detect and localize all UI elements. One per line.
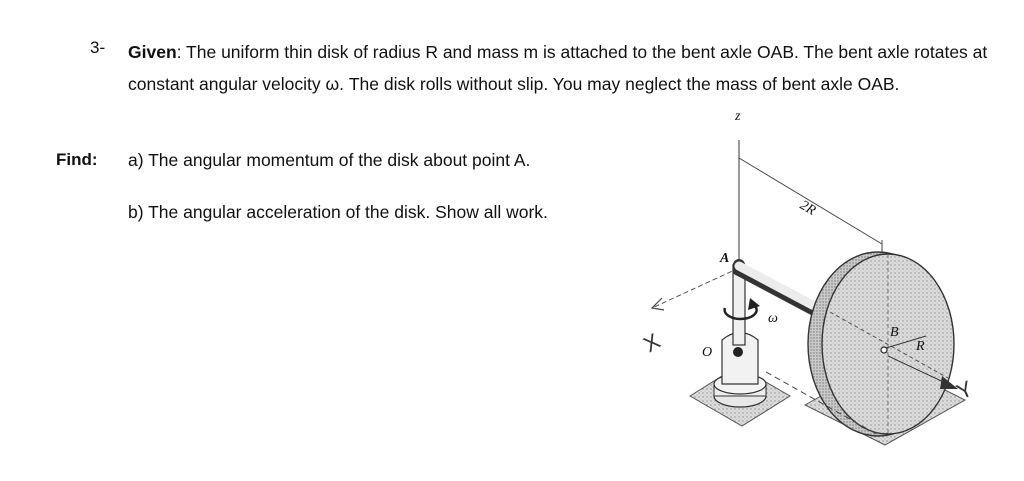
find-part-b: b) The angular acceleration of the disk. Show all work.: [128, 202, 548, 222]
x-axis: [652, 268, 739, 308]
given-text: : The uniform thin disk of radius R and mass m is attached to the bent axle OAB. The bent axle rotates at constant angular velocity ω. The disk rolls without slip. You may neglect the mass of bent axle OAB.: [128, 42, 988, 94]
dimension-label-2r: 2R: [797, 197, 819, 219]
point-b-label: B: [890, 325, 899, 340]
find-label: Find:: [56, 150, 98, 169]
z-axis-label: z: [735, 109, 741, 124]
pivot-o: [733, 347, 743, 357]
radius-label-r: R: [916, 339, 925, 354]
omega-arrowhead: [748, 298, 760, 310]
point-o-label: O: [702, 345, 713, 360]
given-label: Given: [128, 42, 177, 62]
omega-label: ω: [768, 311, 778, 326]
find-part-a: a) The angular momentum of the disk about point A.: [128, 150, 531, 170]
point-a-label: A: [720, 251, 730, 266]
given-statement: [128, 36, 988, 100]
problem-number: 3-: [90, 38, 106, 57]
y-axis-label: Y: [952, 375, 977, 405]
bent-axle-disk-figure: [630, 100, 990, 478]
x-axis-arrowhead: [652, 298, 664, 310]
x-axis-label: X: [639, 328, 665, 358]
